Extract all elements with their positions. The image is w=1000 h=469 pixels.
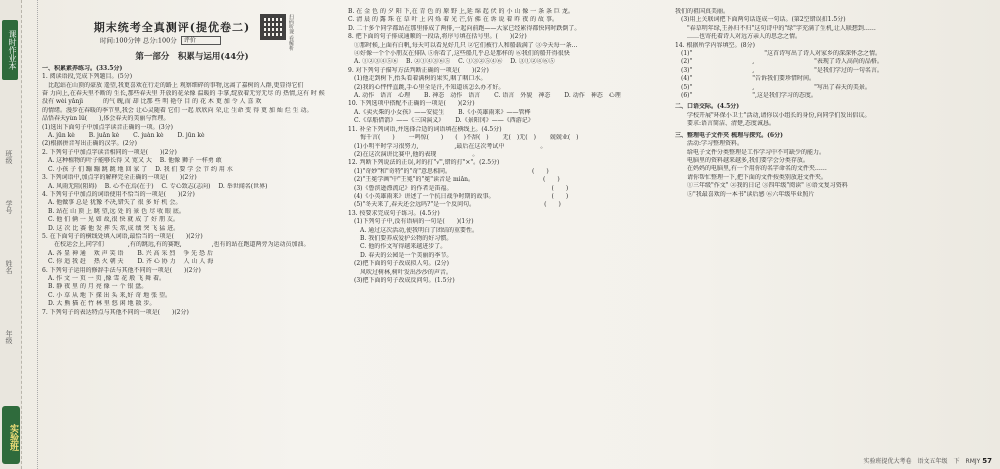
col2-line: 11. 补全下列词语,并选择合适的词语填在横线上。(4.5分) <box>348 125 502 133</box>
col3-line: (3)" , "是我们学过的一句名言。 <box>675 66 883 74</box>
col2-line: A. ①②③④⑤⑥ B. ②①④③⑥⑤ C. ①③②⑤④⑥ D. ③①②④⑥⑤ <box>348 58 555 66</box>
spine-stamp: 实验班 <box>2 406 20 464</box>
col2-line: D. 春天的公园是一个美丽的季节。 <box>348 251 453 259</box>
col2-line: 风吹过树林,树叶发出沙沙的声音。 <box>348 268 452 276</box>
spine-study-no: 学号 <box>5 200 13 214</box>
col1-line: 6. 下列句子运用的修辞手法与其他不同的一项是( )(2分) <box>42 266 201 274</box>
col2-line: B. 我们要养成爱护公物的好习惯。 <box>348 234 453 242</box>
col2-line: (2)在这次演讲比赛中,他的表现 。 <box>348 150 479 158</box>
col3-line: 在妈妈的电脑里,有一个用你的名字命名的文件夹…… <box>675 165 827 173</box>
col1-line: D. 这 次 比 赛 他 发 挥 失 常,成 绩 突 飞 猛 进。 <box>42 224 180 232</box>
col3-line: (1)" "这首诗写出了诗人对家乡的深深怀念之情。 <box>675 50 882 58</box>
col1-line: 5. 在下面句子的横线处填入词语,最恰当的一项是( )(2分) <box>42 232 203 240</box>
col2-line: (2)"王冕学画"中"王冕"的"冕"读音是 miǎn。 ( ) <box>348 176 560 184</box>
col3-line: ①三年级"作文" ②我的日记 ③四年级"阅读" ④语文复习资料 <box>675 182 848 190</box>
col2-line: ①那时候,上面有白帆,每天可以看见好几只 ②它们被行人和船载满了 ③今天每一条… <box>348 41 578 49</box>
col1-line: B. 静 夜 里 的 月 亮 像 一 个 银 盘。 <box>42 283 148 291</box>
page-number: 57 <box>982 457 992 465</box>
col2-line: (4)《小英雄雨来》讲述了一个抗日战争时期的故事。 ( ) <box>348 192 569 200</box>
col2-line: (1)下列句子中,没有语病的一句是( )(1分) <box>348 218 474 226</box>
page-footer <box>864 456 992 465</box>
score-box[interactable]: 评价 <box>181 36 221 45</box>
footer-text: 实验班提优大考卷 语文五年级 下 RMJY <box>863 458 981 465</box>
col1-line: (1)选出下面句子中加点字读音正确的一项。(3分) <box>42 123 173 131</box>
col1-line: 的情绪。漫步在春暖的季节里,我会 让心灵随着 它们 一起 欣欣向 荣,让 生命 变 得 更 加 灿 烂 生 动。 <box>42 106 313 114</box>
part1-title: 第一部分 积累与运用(44分) <box>135 52 249 63</box>
col2-line: A. 动作 语言 心理 B. 神态 动作 语言 C. 语言 外貌 神态 D. 动作 神态 心理 <box>348 92 621 100</box>
col1-line: A. 他做事 总是 犹豫 不决,错失了 很 多 好 机 会。 <box>42 199 182 207</box>
col1-line: A. 这种植物的叶子能够长得 又 宽又 大 B. 他像 狮子 一样勇 敢 <box>42 157 222 165</box>
col3-line: "春草明年绿,王孙归不归"这句诗中的"绿"字充满了生机,让人联想到…… <box>675 24 876 32</box>
col1-line: A. 各 显 神 通 欢 声 笑 语 B. 兴 高 采 烈 争 先 恐 后 <box>42 249 213 257</box>
col2-line: 9. 对下列句子描写方法判断正确的一项是( )(2分) <box>348 66 489 74</box>
col1-line: 品悟春天yùn lǜ( ),体会春天的美丽与哲理。 <box>42 115 170 123</box>
spine-class-label: 班级 <box>5 150 13 164</box>
col1-lines <box>42 65 342 317</box>
col1-line: 7. 下列句子的表达特点与其他不同的一项是( )(2分) <box>42 308 189 316</box>
col3-line: 活动:学习整理资料。 <box>675 140 744 148</box>
col1-line: D. 大 熊 猫 在 竹 林 里 悠 闲 地 散 步。 <box>42 300 156 308</box>
col3-line: (5)" , "写出了春天的美景。 <box>675 83 871 91</box>
col2-line: 13. 按要求完成句子练习。(4.5分) <box>348 209 440 217</box>
col1-line: A. 风雨无阻(阻碍) B. 心不在焉(在于) C. 专心致志(志向) D. 举世闻名(世界) <box>42 182 268 190</box>
col3-line: 14. 根据所学内容填空。(8分) <box>675 41 755 49</box>
col1-line: A. jūn kè B. juǎn kè C. juàn kè D. jūn kè <box>42 132 205 140</box>
column-middle <box>348 8 668 285</box>
col3-line: (2)" , "表现了诗人高尚的品格。 <box>675 58 883 66</box>
col3-lines <box>675 8 995 199</box>
col2-lines <box>348 8 668 285</box>
col2-line: B. 在 金 色 的 夕 阳 下,在 青 色 的 原 野 上,延 绵 起 伏 的 小 山 像 一 条 条 巨 龙。 <box>348 8 574 15</box>
spine-top-tag: 课时作业本 <box>2 20 18 80</box>
col1-line: C. 小孩 子 们 蹦 蹦 跳 跳 地 回 家 了 D. 我 们 要 学 会 节 约 用 水 <box>42 165 233 173</box>
column-right <box>675 8 995 199</box>
exam-total: 总分:100分 <box>142 36 177 45</box>
col1-line: A. 作 文 一 页 一 页 ,像 雪 花 般 飞 舞 着。 <box>42 274 165 282</box>
col3-line: 请你帮忙整理一下,把下面的文件按类别放进文件夹。 <box>675 173 827 181</box>
col1-line: B. 站在 山 顶 上 眺 望,远 处 的 景 色 尽 收 眼 底。 <box>42 207 185 215</box>
col2-line: A. 通过这次活动,使我明白了团结的重要性。 <box>348 226 479 234</box>
exam-meta <box>100 36 342 45</box>
col2-line: (3)《鲁滨逊漂流记》的作者是笛福。 ( ) <box>348 184 569 192</box>
col1-line: 一、积累素养练习。(33.5分) <box>42 64 123 72</box>
col1-line: 1. 阅读语段,完成下列题目。(5分) <box>42 73 133 81</box>
col3-line: 给电子文件分类整理是工作学习中不可缺少的能力。 <box>675 148 826 156</box>
col2-line: 8. 把下面的句子排成通顺的一段话,将序号填在括号里。( )(2分) <box>348 33 527 41</box>
col3-line: 要求:语言简洁、清楚,态度诚恳。 <box>675 120 775 128</box>
col3-line: (4)" "告诉我们要珍惜时间。 <box>675 75 816 83</box>
qr-caption: 扫码听课 看解析 <box>288 14 294 51</box>
col2-line: A.《卖火柴的小女孩》——安徒生 B.《小英雄雨来》——管桦 <box>348 108 531 116</box>
col2-line: (1)"奇妙"和"奇特"的"奇"意思相同。 ( ) <box>348 167 549 175</box>
exam-title: 期末统考全真测评(提优卷二) <box>93 21 251 34</box>
col2-line: 12. 判断下列说法的正误,对的打"√",错的打"×"。(2.5分) <box>348 159 500 167</box>
col2-line: C.《草船借箭》——《三国演义》 D.《景阳冈》——《西游记》 <box>348 117 534 125</box>
col1-line: 4. 下列句子中加点的词语使用不恰当的一项是( )(2分) <box>42 190 195 198</box>
fields-strip <box>22 0 38 469</box>
col3-line: (3)用上关联词把下面两句话连成一句话。(第2空错误扣1.5分) <box>675 16 846 24</box>
col3-line: 我们的祖国真美丽。 <box>675 8 730 15</box>
col3-line: (6)" ",这是我们学习的态度。 <box>675 92 817 100</box>
col2-line: (5)"冬天来了,春天还会远吗?"是一个反问句。 ( ) <box>348 201 561 209</box>
col1-line: 奋 力向上,在春天里不断的 生长,那些春天里 开放的花朵像 温暖的 手掌,绽放着无穷无尽 的 热情,这有 时 候 <box>42 90 325 98</box>
col2-line: (1)小明平时学习很努力, ,最后在这次考试中 。 <box>348 142 547 150</box>
col1-line: (2)根据拼音写出正确的汉字。(2分) <box>42 140 137 148</box>
col1-line: 2. 下列句子中加点字读音相同的一项是( )(2分) <box>42 148 177 156</box>
col2-line: ④好像一个个小朋友在排队 ⑤你看了,这些船几乎总是那样的 ⑥我们的船开得很快 <box>348 50 570 58</box>
col2-line: C. 清 晨 的 露 珠 在 草 叶 上 闪 烁 着 光 芒,仿 佛 在 诉 说 着 昨 夜 的 故 事。 <box>348 16 558 24</box>
col2-line: (2)我的心怦怦直跳,手心里全是汗,不知道该怎么办才好。 <box>348 83 505 91</box>
col2-line: C. 他的作文写得越来越进步了。 <box>348 243 447 251</box>
col3-line: 二、口语交际。(4.5分) <box>675 103 740 111</box>
col2-line: (3)把下面的句子改成反问句。(1.5分) <box>348 277 455 284</box>
col2-line: 10. 下列选项中搭配不正确的一项是( )(2分) <box>348 100 475 108</box>
spine-grade-label: 年级 <box>5 330 13 344</box>
col1-line: C. 他 们 俩 一 见 如 故,很 快 就 成 了 好 朋 友。 <box>42 216 179 224</box>
col2-line: D. 二十多个同学都站在那里排成了两排,一起向前跑——大家已经累得都快同时跌倒了。 <box>348 24 581 32</box>
col1-line: 没有 wèi yǎnjì 的气 魄,而 却 比那 些 明 艳夺 目 的 花 木 更 加 令 人 喜 欢 <box>42 98 262 106</box>
col3-line: 电脑里的资料越来越多,我们要学会分类存放。 <box>675 156 809 164</box>
col1-line: C. 小 草 从 地 下 探 出 头 来,好 奇 地 张 望。 <box>42 291 171 299</box>
col1-line: C. 你 追 我 赶 热 火 朝 天 D. 齐 心 协 力 人 山 人 海 <box>42 258 214 266</box>
exam-time: 时间:100分钟 <box>100 36 141 45</box>
col2-line: 悔千言( ) 一鸣惊( ) ( )不辞( ) 无( )无( ) 兢兢业( ) <box>348 134 579 142</box>
binding-strip <box>0 0 22 469</box>
column-left <box>42 8 342 317</box>
col3-line: ⑤"我最喜欢的一本书"读后感 ⑥六年级毕业照片 <box>675 190 815 198</box>
col3-line: 三、整理电子文件夹 梳理与探究。(6分) <box>675 131 783 139</box>
col3-line: 学校开展"环保小卫士"活动,请你以小组长的身份,向同学们发出倡议。 <box>675 111 871 119</box>
col1-line: 在校运会上,同学们 ,有的跳远,有的赛跑, ,也有的站在跑道两旁为运动员加油。 <box>42 241 310 249</box>
col3-line: ……也寄托着诗人对远方亲人的思念之情。 <box>675 33 802 41</box>
col2-line: (2)把下面的句子改成拟人句。(2分) <box>348 260 449 268</box>
col1-line: 比起站在山顶的豪放 遥望,我更喜欢在行走的路上 观察细碎的事物,远离了嘉树的人群,更显得它们 <box>42 81 304 89</box>
col2-line: (1)他走到树下,抬头看着满树的果实,咽了咽口水。 <box>348 75 487 83</box>
col1-line: 3. 下列词语中,加点字的解释完全正确的一项是( )(2分) <box>42 174 197 182</box>
spine-name-label: 姓名 <box>5 260 13 274</box>
